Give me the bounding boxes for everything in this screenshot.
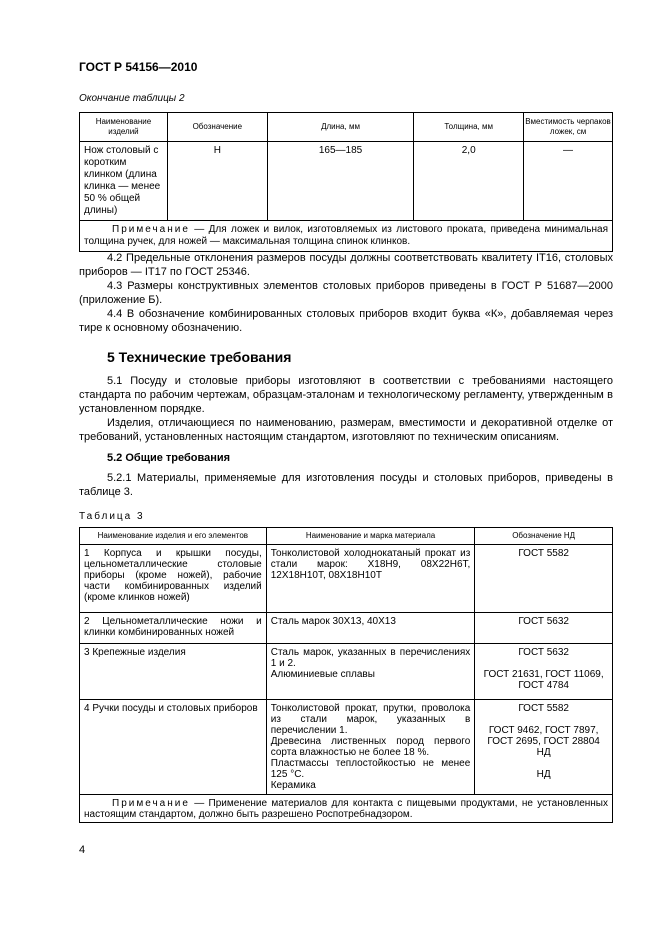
column-header: Длина, мм [267,113,414,142]
table-note [80,221,613,252]
table3-caption: Таблица 3 [79,511,145,522]
cell-nd [475,700,613,795]
section-5-2-title: 5.2 Общие требования [107,452,231,464]
table-note-row [80,795,613,823]
table2-caption: Окончание таблицы 2 [79,93,185,104]
cell-thickness: 2,0 [414,142,524,221]
note-label: Примечание [112,224,190,235]
paragraph-5-2-1: 5.2.1 Материалы, применяемые для изготовления посуды и столовых приборов, приведены в таблице 3. [79,472,613,498]
column-header: Наименование изделий [80,113,168,142]
paragraph-4-2: 4.2 Предельные отклонения размеров посуды должны соответствовать квалитету IT16, столовых приборов — IT17 по ГОСТ 25346. [79,252,613,278]
material-line: Пластмассы теплостойкостью не менее 125 °С. [270,758,471,780]
column-header: Толщина, мм [414,113,524,142]
table-note-row [80,221,613,252]
nd-line: ГОСТ 21631, ГОСТ 11069, ГОСТ 4784 [483,669,604,691]
table-header-row [80,528,613,545]
cell-capacity: — [524,142,613,221]
cell-item: 2 Цельнометаллические ножи и клинки комбинированных ножей [80,613,267,644]
material-line: Сталь марок, указанных в перечислениях 1 и 2. [270,647,471,669]
table-3 [79,527,613,823]
column-header: Вместимость черпаков ложек, см [524,113,613,142]
nd-line: НД [536,769,551,780]
section-5-title: 5 Технические требования [107,349,292,365]
cell-nd: ГОСТ 5582 [475,545,613,613]
material-line: Керамика [270,780,316,791]
cell-material [266,644,475,700]
cell-item: 1 Корпуса и крышки посуды, цельнометаллические столовые приборы (кроме ножей), рабочие части комбинированных изделий (кроме клинков ножей) [80,545,267,613]
material-line: Тонколистовой прокат, прутки, проволока из стали марок, указанных в перечислении 1. [270,703,471,736]
table-row [80,700,613,795]
material-line: Алюминиевые сплавы [270,669,375,680]
cell-item: 4 Ручки посуды и столовых приборов [80,700,267,795]
paragraph-4-4: 4.4 В обозначение комбинированных столовых приборов входит буква «К», добавляемая через тире к основному обозначению. [79,308,613,334]
note-text: — Применение материалов для контакта с пищевыми продуктами, не установленных настоящим стандартом, должно быть разрешено Роспотребнадзором. [84,798,608,820]
column-header: Обозначение [167,113,267,142]
paragraph-5-1b: Изделия, отличающиеся по наименованию, размерам, вместимости и декоративной отделке от требований, установленных настоящим стандартом, изготовляют по техническим описаниям. [79,417,613,443]
material-line: Древесина лиственных пород первого сорта влажностью не более 18 %. [270,736,471,758]
column-header: Наименование изделия и его элементов [80,528,267,545]
paragraph-5-1: 5.1 Посуду и столовые приборы изготовляют в соответствии с требованиями настоящего стандарта по рабочим чертежам, образцам-эталонам и технологическому регламенту, утвержденным в установленном порядке. [79,375,613,415]
table-header-row [80,113,613,142]
nd-line: ГОСТ 5632 [518,647,569,658]
cell-item-name: Нож столовый с коротким клинком (длина клинка — менее 50 % общей длины) [80,142,168,221]
cell-material: Сталь марок 30Х13, 40Х13 [266,613,475,644]
cell-nd: ГОСТ 5632 [475,613,613,644]
cell-material [266,700,475,795]
cell-length: 165—185 [267,142,414,221]
note-label: Примечание [112,798,190,809]
page-number: 4 [79,844,86,856]
table-row [80,613,613,644]
table-row [80,142,613,221]
cell-designation: Н [167,142,267,221]
nd-line: НД [536,747,551,758]
paragraph-4-3: 4.3 Размеры конструктивных элементов столовых приборов приведены в ГОСТ Р 51687—2000 (приложение Б). [79,280,613,306]
cell-item: 3 Крепежные изделия [80,644,267,700]
table-2 [79,112,613,252]
table-row [80,545,613,613]
cell-material: Тонколистовой холоднокатаный прокат из стали марок: Х18Н9, 08Х22Н6Т, 12Х18Н10Т, 08Х18Н10Т [266,545,475,613]
nd-line: ГОСТ 9462, ГОСТ 7897, ГОСТ 2695, ГОСТ 28804 [487,725,600,747]
nd-line: ГОСТ 5582 [518,703,569,714]
column-header: Наименование и марка материала [266,528,475,545]
table-note [80,795,613,823]
document-header: ГОСТ Р 54156—2010 [79,60,198,74]
note-text: — Для ложек и вилок, изготовляемых из листового проката, приведена минимальная толщина ручек, для ножей — максимальная толщина спинок клинков. [84,224,608,247]
cell-nd [475,644,613,700]
table-row [80,644,613,700]
column-header: Обозначение НД [475,528,613,545]
